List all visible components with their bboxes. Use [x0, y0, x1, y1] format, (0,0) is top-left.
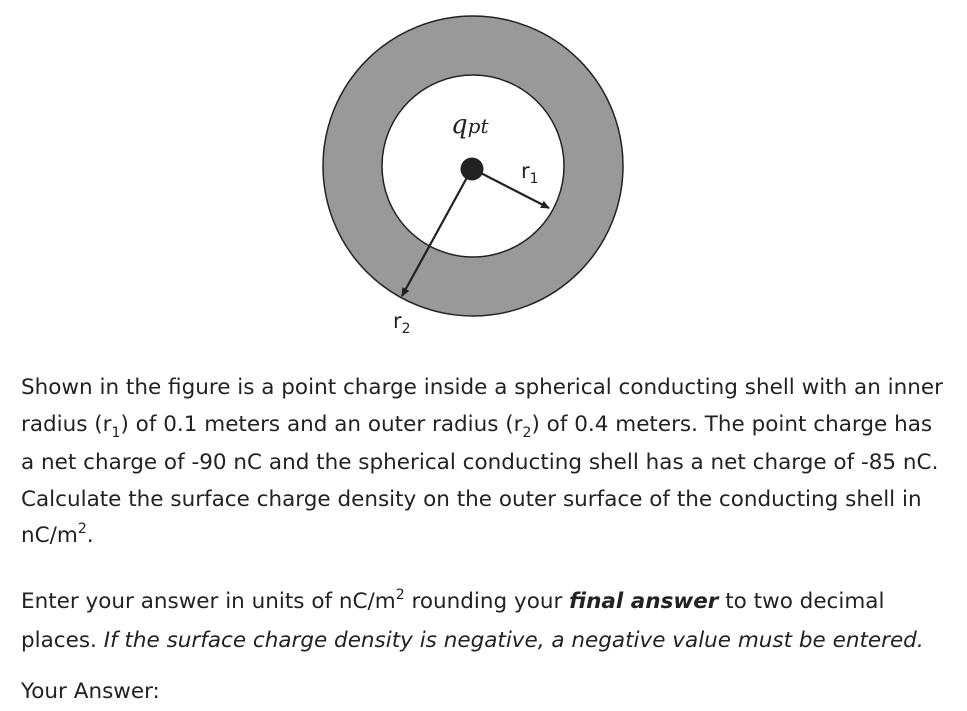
point-charge-label: qpt — [451, 110, 489, 140]
answer-instructions: Enter your answer in units of $nC/m^2$ rounding your final answer to two decimal places. If the surface charge density is negative, a negative value must be entered. — [21, 587, 924, 653]
point-charge — [461, 158, 484, 181]
outer-radius-label: $r_2$ — [393, 309, 411, 337]
your-answer-label: Your Answer: — [21, 679, 160, 704]
question-text: Shown in the figure is a point charge inside a spherical conducting shell with an inner radius $(r_1)$ of 0.1 meters and an outer radius $(r_2)$ of 0.4 meters. The point charge has a net charge of -90 nC and the spherical conducting shell has a net charge of -85 nC. Calculate the surface charge density on the outer surface of the conducting shell in $nC/m^2$. — [21, 375, 943, 548]
inner-radius-label: $r_1$ — [521, 159, 539, 187]
charge-shell-figure — [0, 0, 967, 350]
final-answer-emphasis: final answer — [569, 589, 719, 614]
negative-value-note: If the surface charge density is negative, a negative value must be entered. — [103, 627, 924, 653]
